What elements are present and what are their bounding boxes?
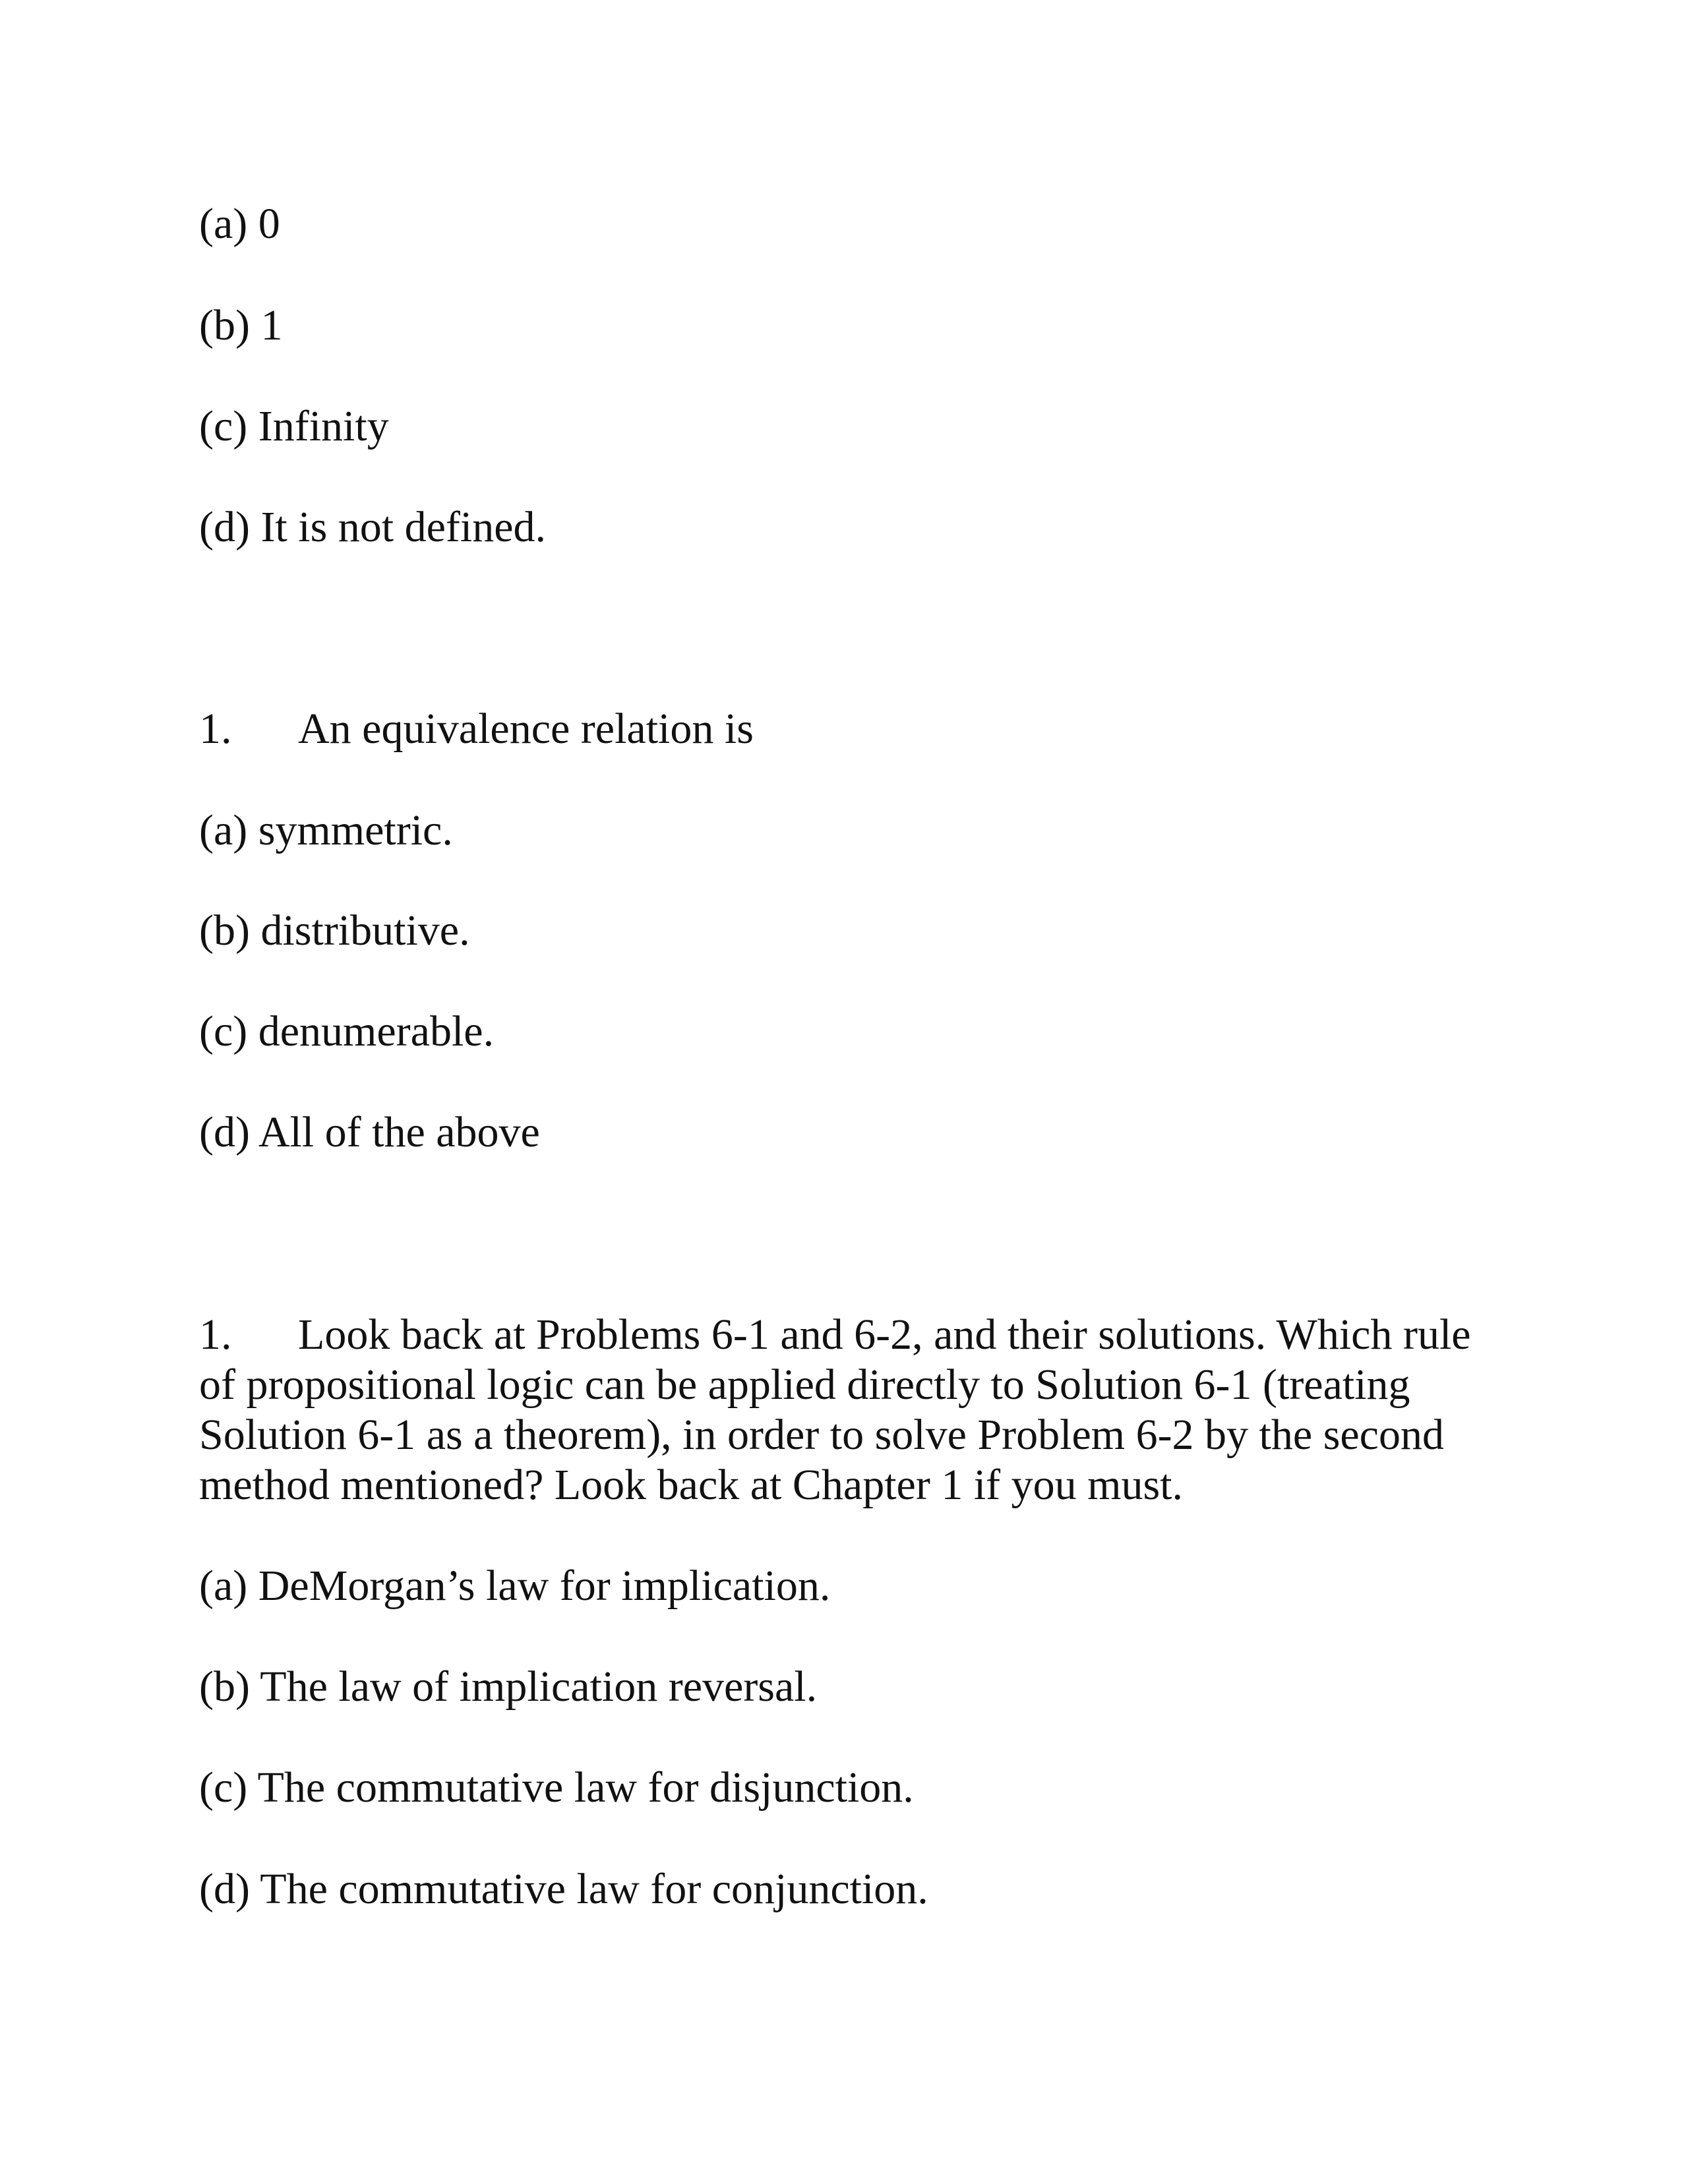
option-d: (d) All of the above — [199, 1108, 540, 1156]
question-line — [199, 1310, 1505, 1360]
option-a: (a) DeMorgan’s law for implication. — [199, 1562, 831, 1610]
option-a: (a) symmetric. — [199, 806, 453, 854]
option-b: (b) 1 — [199, 301, 283, 349]
option-c: (c) denumerable. — [199, 1007, 495, 1055]
option-b: (b) distributive. — [199, 906, 470, 955]
option-c: (c) The commutative law for disjunction. — [199, 1763, 914, 1812]
question-stem — [199, 704, 754, 754]
question-number: 1. — [199, 1311, 232, 1359]
question-stem — [199, 1310, 1505, 1510]
question-text-line-4: method mentioned? Look back at Chapter 1 if you must. — [199, 1461, 1183, 1509]
question-text-line-1: Look back at Problems 6-1 and 6-2, and their solutions. Which rule — [298, 1311, 1471, 1359]
question-text-line-2: of propositional logic can be applied directly to Solution 6-1 (treating — [199, 1361, 1410, 1409]
option-c: (c) Infinity — [199, 402, 389, 450]
option-d: (d) It is not defined. — [199, 503, 547, 551]
option-b: (b) The law of implication reversal. — [199, 1663, 818, 1711]
question-text: An equivalence relation is — [298, 705, 754, 753]
question-text-line-3: Solution 6-1 as a theorem), in order to solve Problem 6-2 by the second — [199, 1411, 1444, 1459]
option-a: (a) 0 — [199, 200, 280, 248]
option-d: (d) The commutative law for conjunction. — [199, 1865, 928, 1913]
question-number: 1. — [199, 705, 232, 753]
